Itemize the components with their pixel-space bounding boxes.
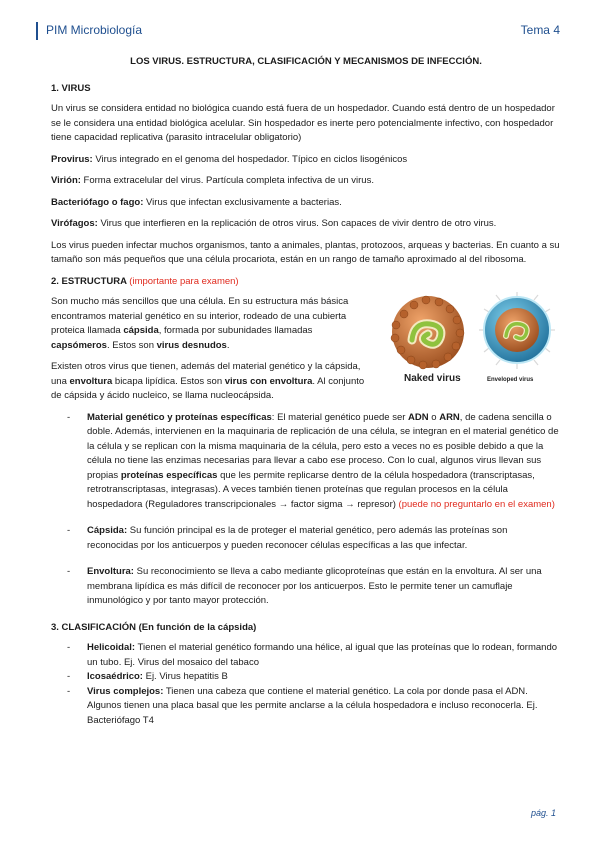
list-item-icosahedral <box>51 670 561 685</box>
structure-heading-text: 2. ESTRUCTURA <box>51 275 127 287</box>
item-term: Envoltura: <box>87 566 134 577</box>
page-header <box>36 22 564 42</box>
item-term: Icosaédrico: <box>87 671 143 682</box>
definition-text: Virus que infectan exclusivamente a bacterias. <box>143 196 342 208</box>
enveloped-virus-graphic <box>479 292 555 369</box>
enveloped-virus-caption: Enveloped virus <box>487 377 534 383</box>
list-item-complex <box>51 685 561 729</box>
section-heading-structure <box>51 275 561 290</box>
definition-bacteriophage <box>51 196 561 211</box>
section-heading-virus: 1. VIRUS <box>51 82 91 94</box>
definition-virion <box>51 174 561 189</box>
text-run: que les permite replicarse dentro de la célula hospedadora (transcriptasas, retrotranscriptasas, integrasas). A veces también tienen proteínas que regulan procesos en la célula hospedadora (Reguladores transcripcionales → factor sigma → represor) <box>87 469 535 510</box>
naked-virus-graphic <box>391 296 464 369</box>
course-name: PIM Microbiología <box>46 23 143 37</box>
item-text: Ej. Virus hepatitis B <box>142 671 228 682</box>
structure-text-column <box>51 295 371 404</box>
structure-block <box>51 295 561 404</box>
exam-note: (importante para examen) <box>129 275 239 287</box>
item-term: Cápsida: <box>87 525 128 536</box>
definition-text: Virus integrado en el genoma del hospedador. Típico en ciclos lisogénicos <box>92 153 408 165</box>
item-term: Material genético y proteínas específicas <box>87 411 272 423</box>
definition-term: Virófagos: <box>51 218 98 229</box>
virus-diagram-svg <box>384 292 564 372</box>
text-run: . Estos son <box>106 339 157 351</box>
bold-term: proteínas específicas <box>120 469 218 481</box>
definition-term: Virión: <box>51 175 81 186</box>
exam-warning: (puede no preguntarlo en el examen) <box>398 498 555 510</box>
list-item-helical <box>51 641 561 670</box>
text-run: . Al conjunto de cápsida y ácido nucleico, se llama nucleocápsida. <box>51 375 365 401</box>
document-body <box>51 55 561 734</box>
virus-outro-paragraph: Los virus pueden infectar muchos organismos, tanto a animales, plantas, protozoos, arqueas y bacterias. En cuanto a su tamaño son más pequeños que una célula procariota, están en un rango de tamaño aproximado al del ribosoma. <box>51 239 560 265</box>
item-term: Virus complejos: <box>87 685 164 697</box>
item-text: Tienen una cabeza que contiene el material genético. La cola por donde pasa el ADN. Algunos tienen una placa basal que les permite anclarse a la célula hospedadora e incluso reconocerla. Ej. Bacteriófago T4 <box>87 685 538 726</box>
text-run: : El material genético puede ser <box>271 411 409 423</box>
header-accent-bar <box>36 22 38 40</box>
text-run: . <box>226 339 230 351</box>
list-item-envelope <box>51 565 561 609</box>
page-number: pág. 1 <box>530 808 556 818</box>
virus-intro-paragraph: Un virus se considera entidad no biológica cuando está fuera de un hospedador. Cuando está dentro de un hospedador se le considera una entidad biológica acelular. Sin hospedador es inerte pero potencialmente infectivo, con hospedador tiene capacidad replicativa (parasito intracelular obligatorio) <box>51 103 555 143</box>
item-term: Helicoidal: <box>87 642 136 653</box>
definition-provirus <box>51 153 561 168</box>
classification-list <box>51 641 561 728</box>
naked-virus-caption: Naked virus <box>404 373 461 384</box>
bold-term: cápsida <box>123 325 159 336</box>
virus-illustration <box>384 292 564 384</box>
bold-term: ARN <box>439 411 460 423</box>
bold-term: capsómeros <box>51 339 107 351</box>
text-run: , formada por subunidades llamadas <box>158 325 313 336</box>
item-text: Su función principal es la de proteger el material genético, pero además las proteínas son reconocidas por los anticuerpos y pueden reconocer células específicas a las que infectar. <box>87 525 508 551</box>
text-run: Existen otros virus que tienen, además del material genético y la cápsida, una <box>51 361 361 387</box>
text-run: Son mucho más sencillos que una célula. En su estructura más básica encontramos material genético en su interior, rodeado de una cubierta proteica llamada <box>51 296 349 336</box>
definition-text: Virus que interfieren en la replicación de otros virus. Son capaces de vivir dentro de otro virus. <box>97 218 497 229</box>
item-text: Tienen el material genético formando una hélice, al igual que las proteínas que lo rodean, formando un tubo. Ej. Virus del mosaico del tabaco <box>87 642 558 668</box>
naked-virus-paragraph <box>51 295 371 353</box>
list-item-genetic-material <box>51 411 561 513</box>
text-run: o <box>428 411 440 423</box>
structure-components-list <box>51 411 561 609</box>
bold-term: envoltura <box>69 375 113 387</box>
definition-virophage <box>51 217 561 232</box>
list-item-capsid <box>51 524 561 553</box>
item-text: Su reconocimiento se lleva a cabo mediante glicoproteínas que están en la envoltura. Al ser una membrana lipídica es más difícil de reconocer por los anticuerpos. Esto le permite tener un camuflaje inmunológico y por tanto mayor protección. <box>87 566 542 606</box>
bold-term: ADN <box>408 411 429 423</box>
definition-text: Forma extracelular del virus. Partícula completa infectiva de un virus. <box>80 175 374 186</box>
bold-term: virus desnudos <box>156 339 227 351</box>
definition-term: Provirus: <box>51 153 93 165</box>
enveloped-virus-paragraph <box>51 360 371 404</box>
topic-label: Tema 4 <box>520 23 560 37</box>
bold-term: virus con envoltura <box>224 375 313 387</box>
text-run: bicapa lipídica. Estos son <box>112 375 225 387</box>
page-title: LOS VIRUS. ESTRUCTURA, CLASIFICACIÓN Y MECANISMOS DE INFECCIÓN. <box>130 56 482 67</box>
text-run: , de cadena sencilla o doble. Además, intervienen en la maquinaria de replicación de una célula, se integran en el material genético de la célula y se replican con la misma maquinaria de la célula, pero esto a veces no es posible debido a que la célula no tiene las enzimas necesarias para llevar a cabo ese proceso. Con lo cual, algunos virus llevan sus propias <box>87 411 559 481</box>
definition-term: Bacteriófago o fago: <box>51 196 144 208</box>
section-heading-classification: 3. CLASIFICACIÓN (En función de la cápsida) <box>51 621 257 633</box>
